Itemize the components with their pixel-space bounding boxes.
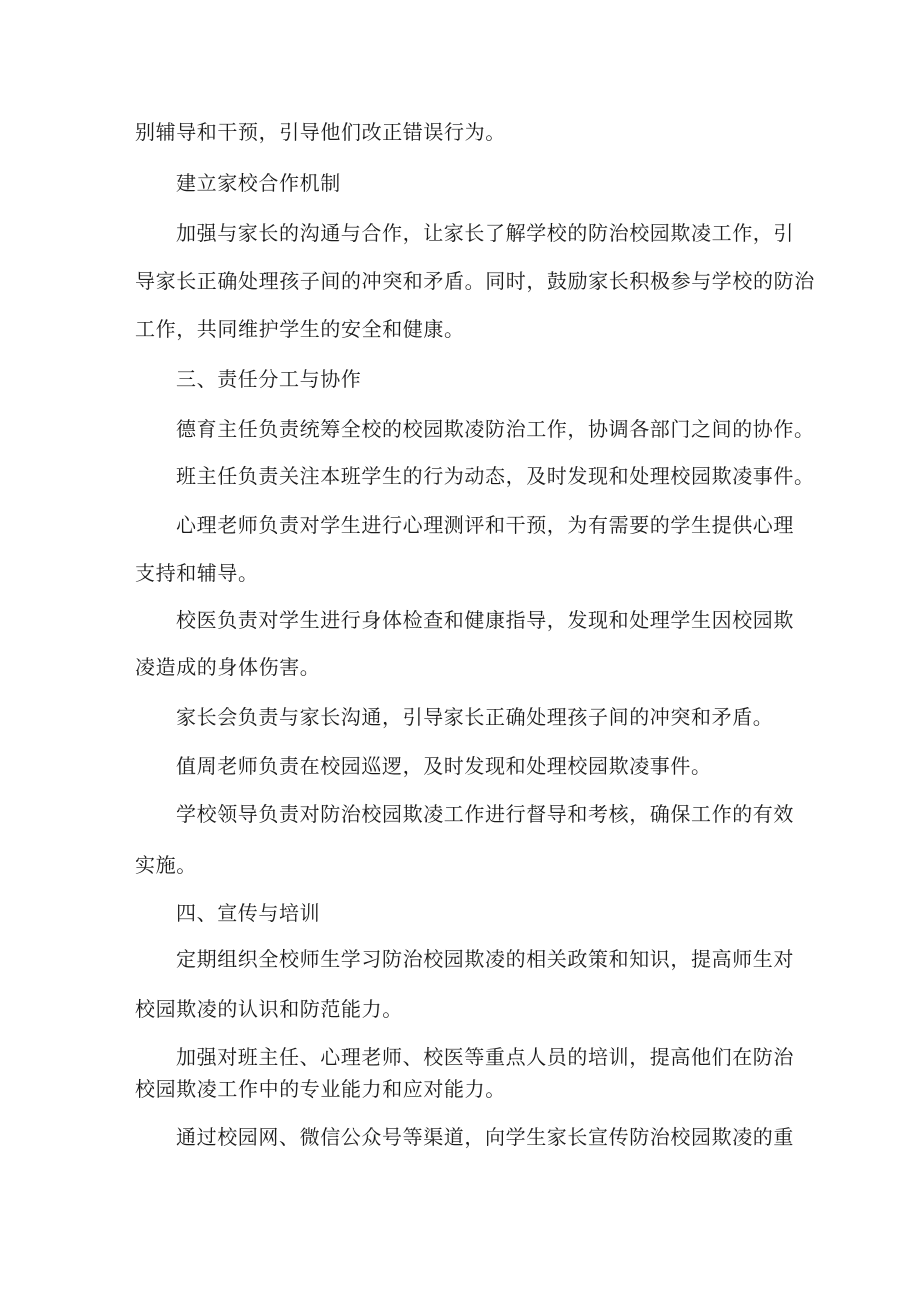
paragraph-line: 定期组织全校师生学习防治校园欺凌的相关政策和知识，提高师生对 bbox=[176, 947, 794, 971]
paragraph-line: 校园欺凌工作中的专业能力和应对能力。 bbox=[135, 1077, 506, 1101]
paragraph-line: 校园欺凌的认识和防范能力。 bbox=[135, 997, 403, 1021]
paragraph-line: 加强对班主任、心理老师、校医等重点人员的培训，提高他们在防治 bbox=[176, 1045, 794, 1069]
paragraph-line: 学校领导负责对防治校园欺凌工作进行督导和考核，确保工作的有效 bbox=[176, 802, 794, 826]
section-heading: 四、宣传与培训 bbox=[176, 901, 321, 925]
paragraph-line: 导家长正确处理孩子间的冲突和矛盾。同时，鼓励家长积极参与学校的防治 bbox=[135, 269, 815, 293]
paragraph-line: 值周老师负责在校园巡逻，及时发现和处理校园欺凌事件。 bbox=[176, 754, 712, 778]
paragraph-line: 心理老师负责对学生进行心理测评和干预，为有需要的学生提供心理 bbox=[176, 513, 794, 537]
paragraph-line: 别辅导和干预，引导他们改正错误行为。 bbox=[135, 120, 506, 144]
section-heading: 建立家校合作机制 bbox=[176, 171, 341, 195]
paragraph-line: 实施。 bbox=[135, 853, 197, 877]
paragraph-line: 支持和辅导。 bbox=[135, 561, 259, 585]
paragraph-line: 工作，共同维护学生的安全和健康。 bbox=[135, 317, 465, 341]
paragraph-line: 凌造成的身体伤害。 bbox=[135, 655, 321, 679]
paragraph-line: 班主任负责关注本班学生的行为动态，及时发现和处理校园欺凌事件。 bbox=[176, 464, 815, 488]
paragraph-line: 家长会负责与家长沟通，引导家长正确处理孩子间的冲突和矛盾。 bbox=[176, 705, 774, 729]
section-heading: 三、责任分工与协作 bbox=[176, 367, 362, 391]
paragraph-line: 通过校园网、微信公众号等渠道，向学生家长宣传防治校园欺凌的重 bbox=[176, 1125, 794, 1149]
paragraph-line: 加强与家长的沟通与合作，让家长了解学校的防治校园欺凌工作，引 bbox=[176, 221, 794, 245]
paragraph-line: 德育主任负责统筹全校的校园欺凌防治工作，协调各部门之间的协作。 bbox=[176, 417, 815, 441]
paragraph-line: 校医负责对学生进行身体检查和健康指导，发现和处理学生因校园欺 bbox=[176, 608, 794, 632]
